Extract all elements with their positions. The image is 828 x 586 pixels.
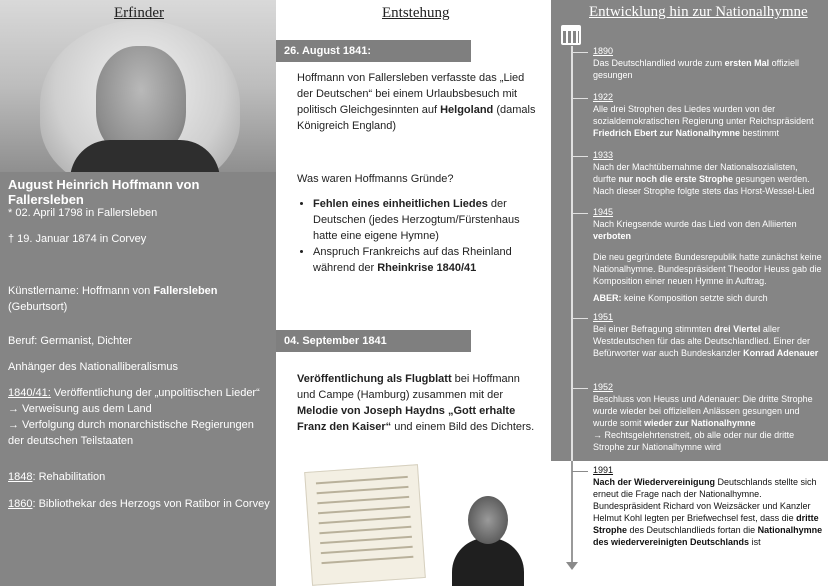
timeline-heading: Entwicklung hin zur Nationalhymne — [589, 4, 808, 20]
profession: Beruf: Germanist, Dichter — [8, 335, 133, 347]
person-name: August Heinrich Hoffmann von Fallersleben — [8, 177, 200, 207]
event-1848: 1848: Rehabilitation — [8, 471, 106, 483]
date-bar-1841-september: 04. September 1841 — [276, 330, 471, 352]
timeline-entry-1890: 1890 Das Deutschlandlied wurde zum ersten Mal offiziell gesungen — [593, 46, 799, 80]
portrait-image — [0, 0, 276, 172]
origin-heading: Entstehung — [382, 5, 450, 21]
artist-name: Künstlername: Hoffmann von Fallersleben (Geburtsort) — [8, 285, 218, 313]
political-affiliation: Anhänger des Nationalliberalismus — [8, 361, 178, 373]
reasons-question: Was waren Hoffmanns Gründe? — [297, 173, 454, 185]
sheet-music-image — [304, 464, 426, 586]
timeline-column — [551, 0, 828, 586]
origin-column — [276, 0, 551, 586]
timeline-entry-1945: 1945 Nach Kriegsende wurde das Lied von den Alliierten verboten — [593, 207, 797, 241]
date-bar-1841-august: 26. August 1841: — [276, 40, 471, 62]
publication-paragraph: Veröffentlichung als Flugblatt bei Hoffmann und Campe (Hamburg) zusammen mit der Melodie von Joseph Haydns „Gott erhalte Franz den Kaiser“ und einem Bild des Dichters. — [297, 373, 535, 433]
helgoland-paragraph: Hoffmann von Fallersleben verfasste das „Lied der Deutschen“ bei einem Urlaubsbesuch mit politisch Gleichgesinnten auf Helgoland (damals Königreich England) — [297, 72, 536, 132]
timeline-entry-1991: 1991 Nach der Wiedervereinigung Deutschlands stellte sich erneut die Frage nach der Nationalhymne. Bundespräsident Richard von Weizsäcker und Kanzler Helmut Kohl legten per Briefwechsel fest, dass die dritte Strophe des Deutschlandlieds fortan die Nationalhymne des wiedervereinigten Deutschlands ist — [593, 465, 823, 547]
reason-item: • Fehlen eines einheitlichen Liedes der Deutschen (jedes Herzogtum/Fürstenhaus hatte eine eigene Hymne) — [313, 196, 537, 244]
birth-date: * 02. April 1798 in Fallersleben — [8, 207, 158, 219]
reason-item: • Anspruch Frankreichs auf das Rheinland während der Rheinkrise 1840/41 — [313, 244, 537, 276]
timeline-entry-1952: 1952 Beschluss von Heuss und Adenauer: Die dritte Strophe wurde wieder bei offiziellen Anlässen gesungen und wurde somit wieder zur Nationalhymne → Rechtsgelehrtenstreit, ob alle oder nur die dritte Strophe zur Nationalhymne wird — [593, 382, 813, 452]
inventor-column — [0, 0, 276, 586]
death-date: † 19. Januar 1874 in Corvey — [8, 233, 147, 245]
timeline-entry-1951: 1951 Bei einer Befragung stimmten drei Viertel aller Westdeutschen für das alte Deutschlandlied. Einer der Befürworter war auch Bundeskanzler Konrad Adenauer — [593, 312, 819, 358]
arrow-down-icon — [566, 562, 578, 570]
event-1840: 1840/41: Veröffentlichung der „unpolitischen Lieder“ → Verweisung aus dem Land → Verfolgung durch monarchistische Regierungen der deutschen Teilstaaten — [8, 387, 260, 447]
timeline-axis-upper — [571, 46, 573, 461]
timeline-note-bundesrepublik: Die neu gegründete Bundesrepublik hatte zunächst keine Nationalhymne. Bundespräsident Theodor Heuss gab die Komposition einer neuen Hymne in Auftrag. — [593, 252, 822, 286]
event-1860: 1860: Bibliothekar des Herzogs von Ratibor in Corvey — [8, 498, 270, 510]
timeline-entry-1933: 1933 Nach der Machtübernahme der Nationalsozialisten, durfte nur noch die erste Strophe gesungen werden. Nach dieser Strophe folgte stets das Horst-Wessel-Lied — [593, 150, 815, 196]
timeline-entry-1922: 1922 Alle drei Strophen des Liedes wurden von der sozialdemokratischen Regierung unter Reichspräsident Friedrich Ebert zur Nationalhymne bestimmt — [593, 92, 814, 138]
calendar-icon — [561, 25, 581, 45]
reasons-list — [297, 190, 537, 276]
inventor-heading: Erfinder — [114, 5, 164, 21]
young-portrait-image — [446, 492, 530, 586]
timeline-note-aber: ABER: keine Komposition setzte sich durch — [593, 293, 768, 303]
